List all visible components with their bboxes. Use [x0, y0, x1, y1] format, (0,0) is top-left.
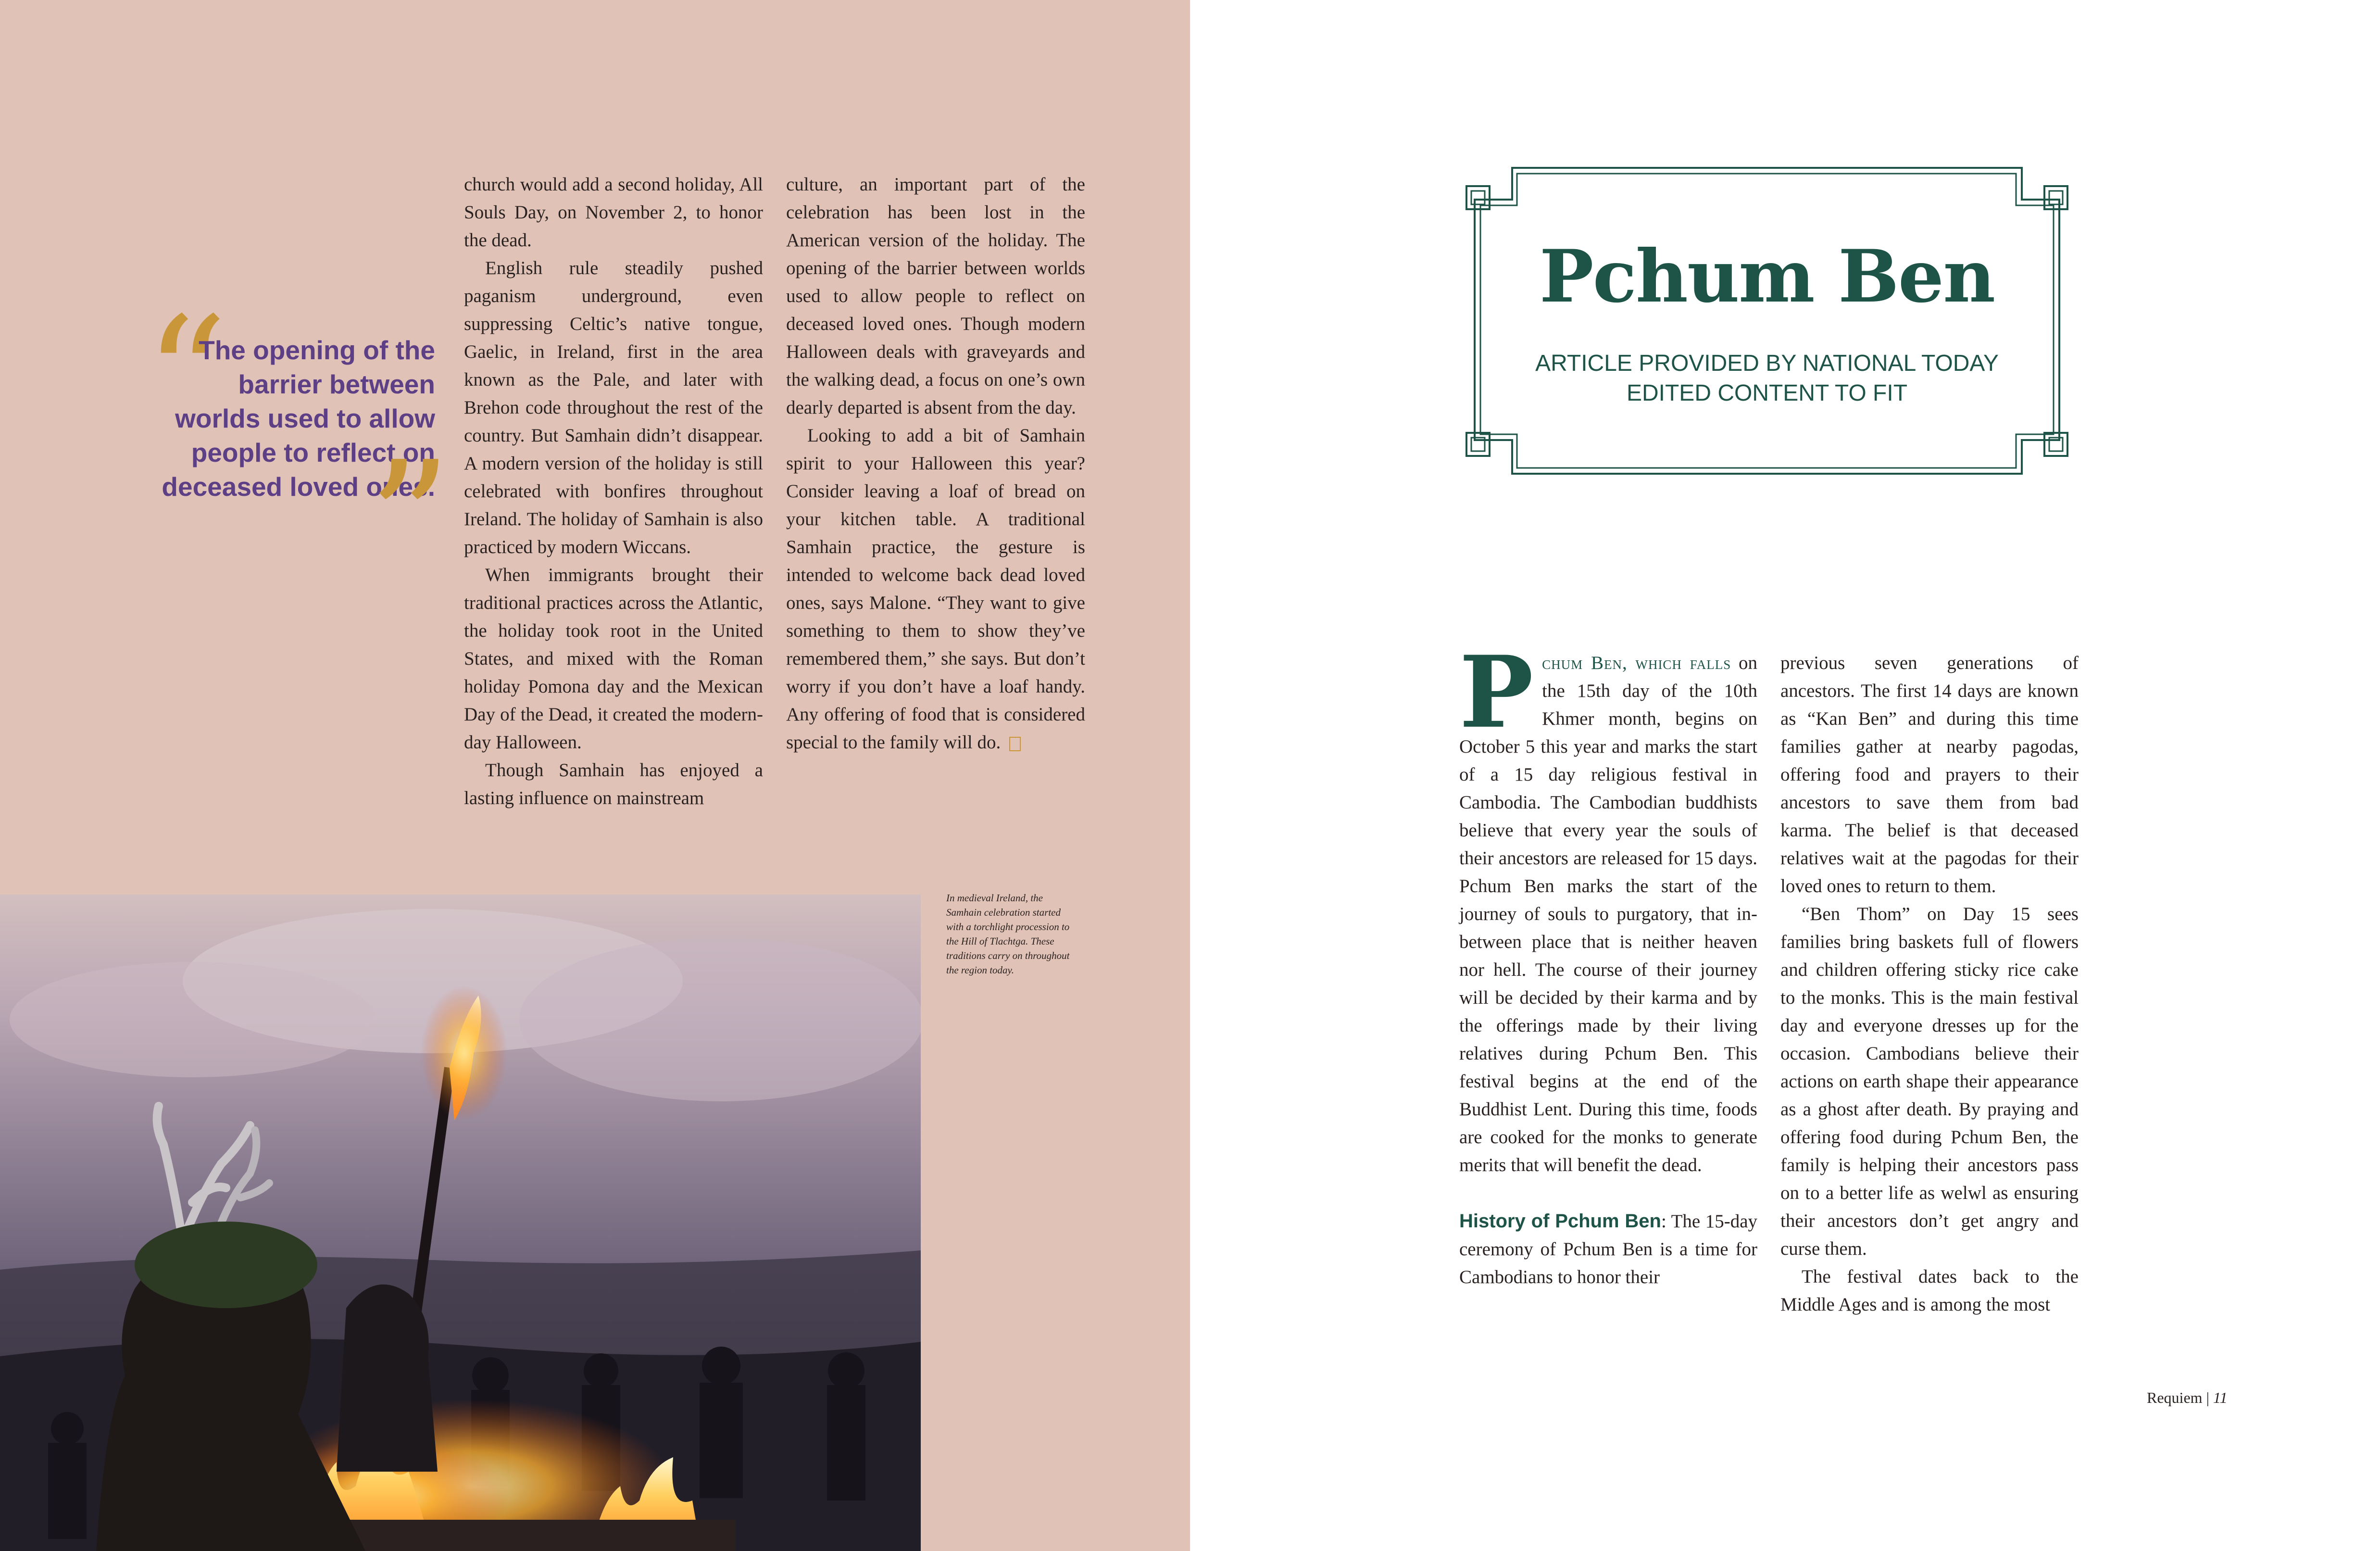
paragraph: The festival dates back to the Middle Ages and is among the most	[1780, 1266, 2079, 1315]
title-frame	[1457, 161, 2077, 481]
paragraph: previous seven generations of ancestors. The first 14 days are known as “Kan Ben” and during this time families gather at nearby pagodas, offering food and prayers to their ancestors to save them from bad karma. The belief is that deceased relatives wait at the pagodas for their loved ones to return to them.	[1780, 653, 2079, 896]
open-quote-mark: “	[144, 282, 228, 473]
samhain-torch-photo	[0, 895, 921, 1551]
paragraph: When immigrants brought their traditional practices across the Atlantic, the holiday took root in the United States, and mixed with the Roman holiday Pomona day and the Mexican Day of the Dead, it created the modern-day Halloween.	[464, 565, 763, 753]
article-column-left	[464, 171, 763, 812]
drop-cap: P	[1459, 635, 1534, 750]
right-page	[1190, 0, 2380, 1551]
article-credit	[1457, 349, 2077, 408]
lead-in: chum Ben, which falls	[1542, 653, 1731, 673]
paragraph: “Ben Thom” on Day 15 sees families bring baskets full of flowers and children offering sticky rice cake to the monks. This is the main festival day and everyone dresses up for the occasion. Cambodians believe their actions on earth shape their appearance as a ghost after death. By praying and offering food during Pchum Ben, the family is helping their ancestors pass on to a better life as welwl as ensuring their ancestors don’t get angry and curse them.	[1780, 904, 2079, 1259]
pull-quote-text: The opening of the barrier between worlds used to allow people to reflect on deceased loved ones.	[162, 335, 435, 502]
article-column-left	[1459, 635, 1758, 1291]
lead-paragraph	[1459, 635, 1758, 1179]
close-quote-mark: ”	[368, 427, 451, 617]
page-folio	[2147, 1389, 2228, 1407]
section-heading: History of Pchum Ben	[1459, 1211, 1661, 1232]
magazine-name: Requiem	[2147, 1389, 2203, 1406]
folio-separator: |	[2206, 1389, 2209, 1406]
photo-illustration	[0, 895, 921, 1551]
article-column-right	[786, 171, 1085, 757]
pull-quote	[144, 282, 451, 617]
paragraph: culture, an important part of the celebration has been lost in the American version of the holiday. The opening of the barrier between worlds used to allow people to reflect on deceased loved ones. Though modern Halloween deals with graveyards and the walking dead, a focus on one’s own dearly departed is absent from the day.	[786, 174, 1085, 418]
photo-caption: In medieval Ireland, the Samhain celebration started with a torchlight procession to the Hill of Tlachtga. These traditions carry on throughout the region today.	[946, 892, 1070, 976]
paragraph-text: : The 15-day ceremony of Pchum Ben is a time for Cambodians to honor their	[1459, 1211, 1757, 1287]
paragraph: church would add a second holiday, All Souls Day, on November 2, to honor the dead.	[464, 174, 763, 251]
paragraph: Though Samhain has enjoyed a lasting influence on mainstream	[464, 760, 763, 808]
ornamental-frame	[1457, 161, 2077, 481]
paragraph: Looking to add a bit of Samhain spirit to your Halloween this year? Consider leaving a loaf of bread on your kitchen table. A traditional Samhain practice, the gesture is intended to welcome back dead loved ones, says Malone. “They want to give something to them to show they’ve remembered them,” she says. But don’t worry if you don’t have a loaf handy. Any offering of food that is considered special to the family will do.	[786, 425, 1085, 753]
credit-line-1: ARTICLE PROVIDED BY NATIONAL TODAY	[1535, 351, 1999, 376]
page-number: 11	[2213, 1389, 2228, 1406]
end-of-article-icon	[1009, 737, 1021, 751]
paragraph: English rule steadily pushed paganism underground, even suppressing Celtic’s native tongue, Gaelic, in Ireland, first in the area known as the Pale, and later with Brehon code throughout the rest of the country. But Samhain didn’t disappear. A modern version of the holiday is still celebrated with bonfires throughout Ireland. The holiday of Samhain is also practiced by modern Wiccans.	[464, 258, 763, 557]
credit-line-2: EDITED CONTENT TO FIT	[1626, 380, 1908, 406]
article-column-right	[1780, 649, 2079, 1319]
article-title: Pchum Ben	[1539, 234, 1995, 319]
paragraph-text: on the 15th day of the 10th Khmer month, begins on October 5 this year and marks the start of a 15 day religious festival in Cambodia. The Cambodian buddhists believe that every year the souls of their ancestors are released for 15 days. Pchum Ben marks the start of the journey of souls to purgatory, that in-between place that is neither heaven nor hell. The course of their journey will be decided by their karma and by the offerings made by their living relatives during Pchum Ben. This festival begins at the end of the Buddhist Lent. During this time, foods are cooked for the monks to generate merits that will benefit the dead.	[1459, 653, 1758, 1175]
